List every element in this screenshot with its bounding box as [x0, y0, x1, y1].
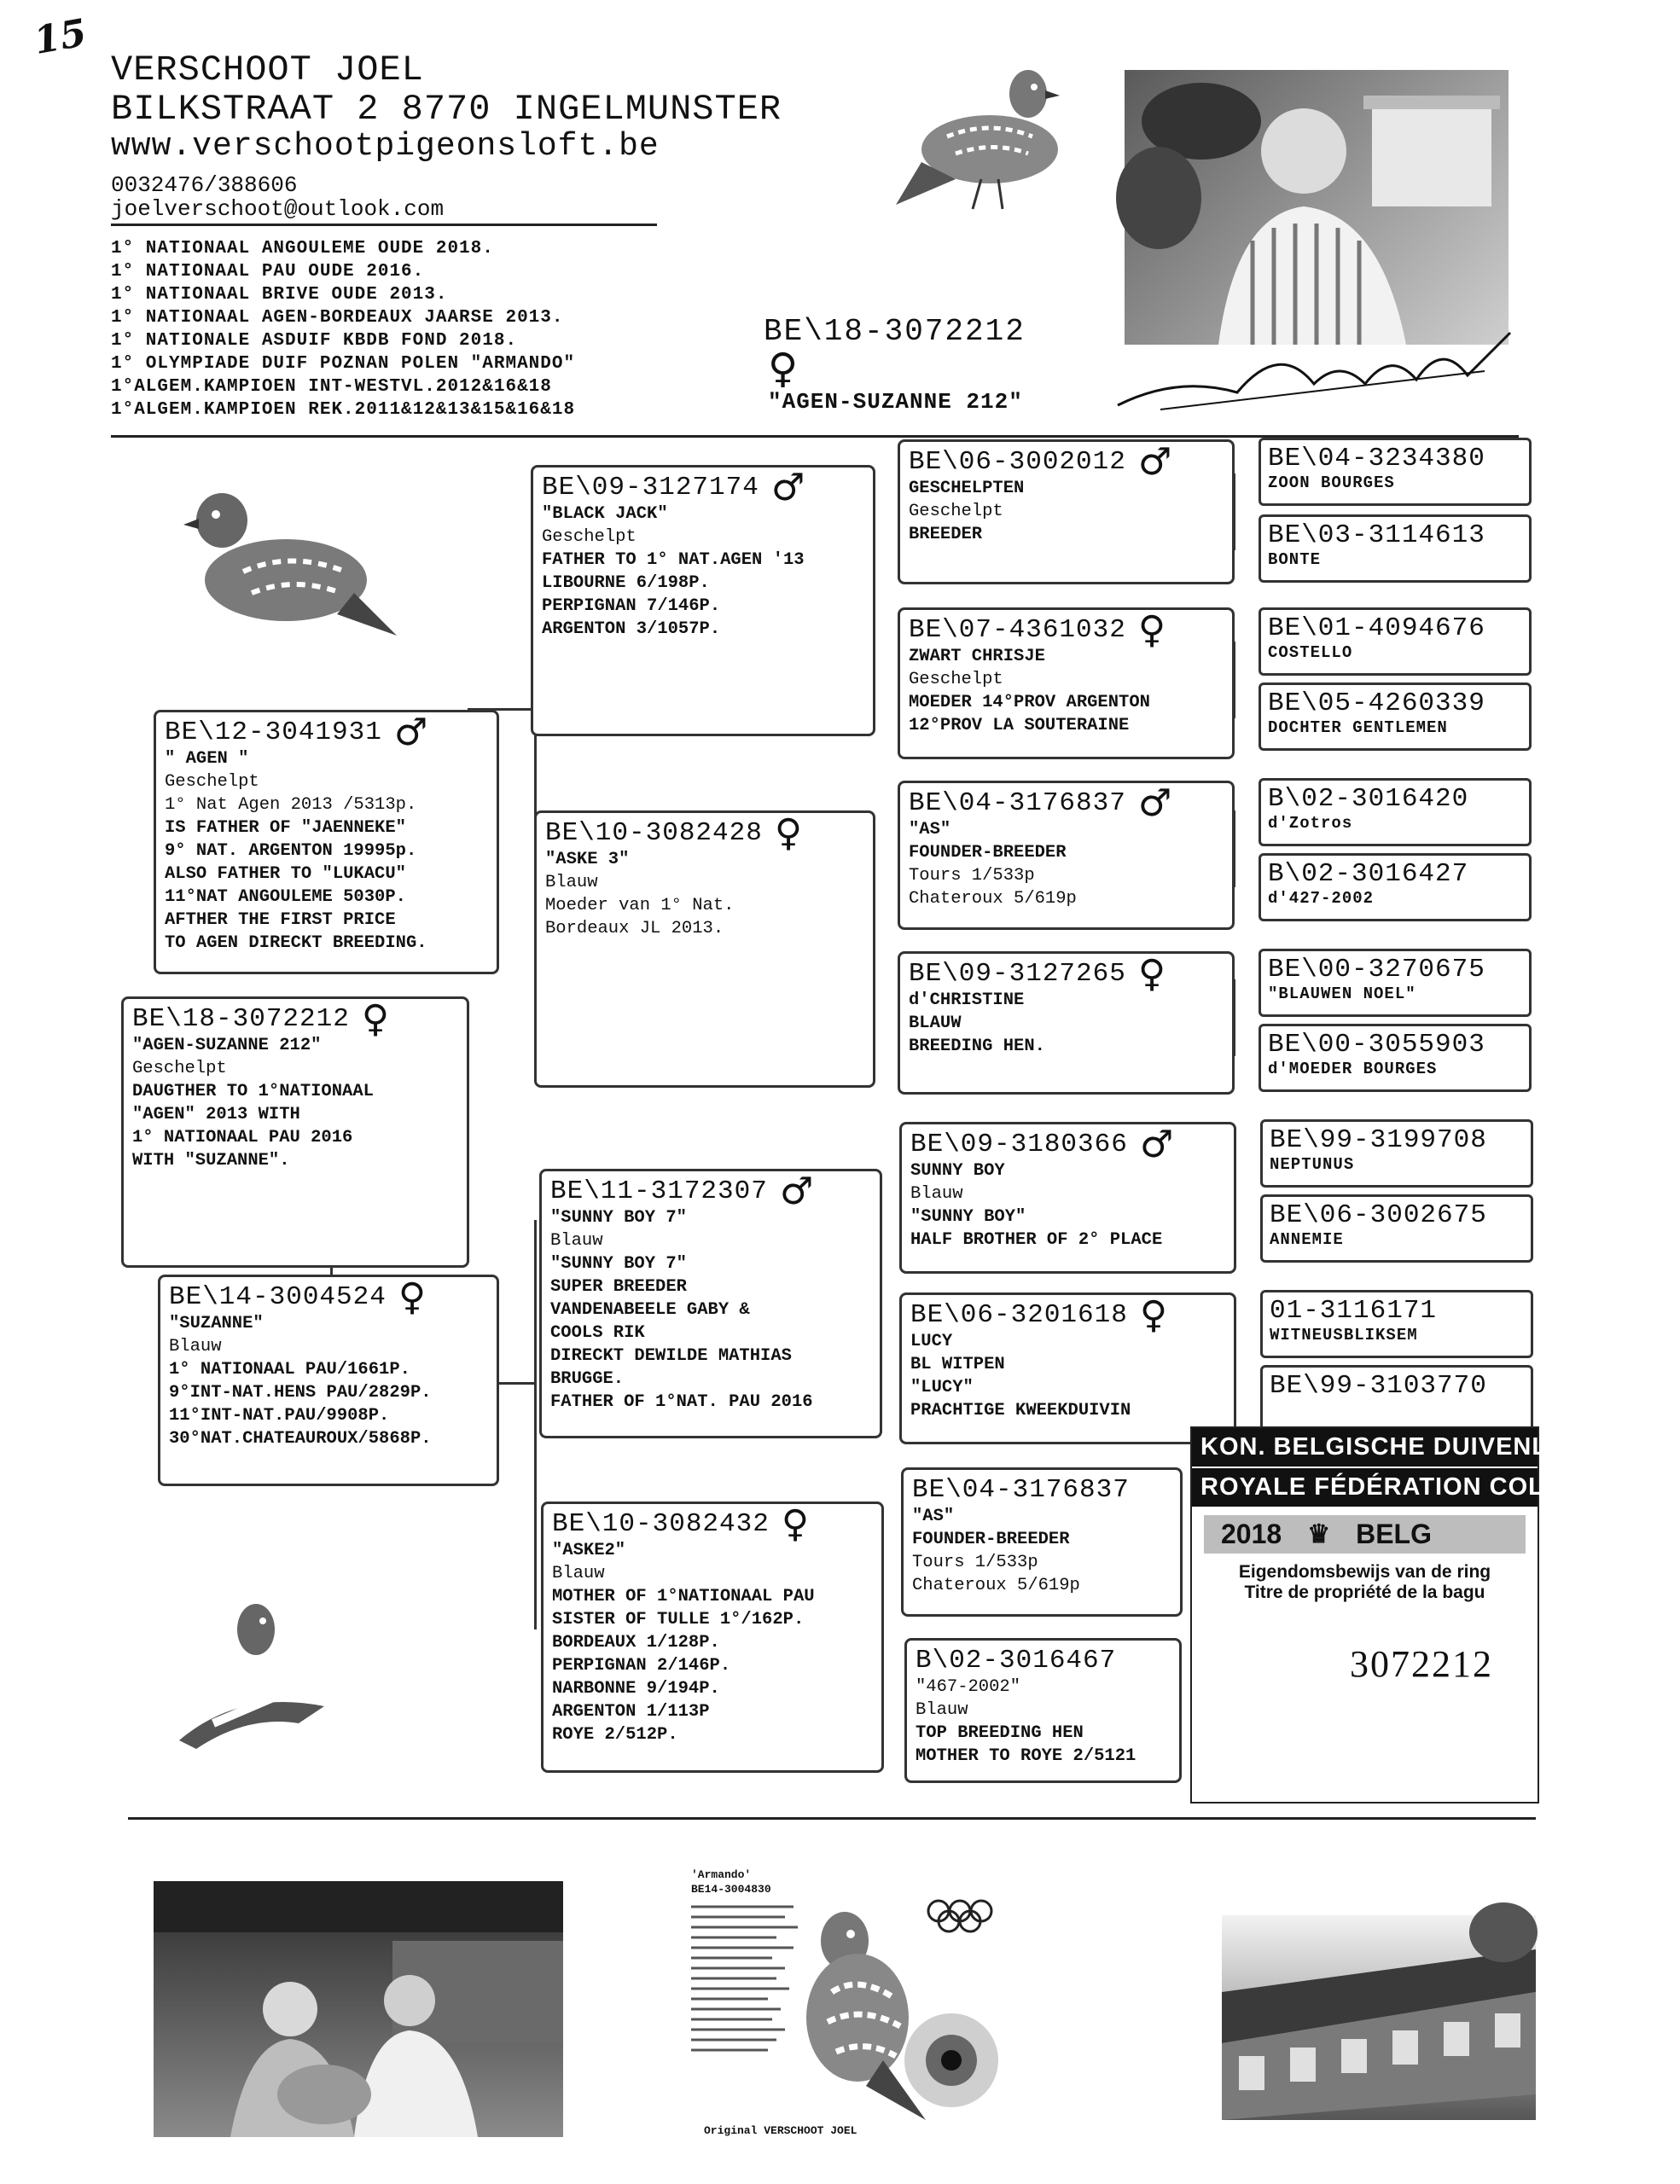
- achievement-item: 1° NATIONAAL AGEN-BORDEAUX JAARSE 2013.: [111, 308, 564, 328]
- armando-card: [687, 1864, 1011, 2146]
- ring-number: BE\12-3041931: [165, 717, 382, 747]
- ring-number: BE\07-4361032: [909, 615, 1126, 645]
- info-line: 30°NAT.CHATEAUROUX/5868P.: [169, 1429, 432, 1449]
- main-pigeon-name: "AGEN-SUZANNE 212": [768, 389, 1023, 415]
- info-line: "AS": [912, 1507, 955, 1526]
- card-title-nl: KON. BELGISCHE DUIVENLIEFHEBBE: [1192, 1428, 1538, 1467]
- info-line: "AGEN" 2013 WITH: [132, 1105, 300, 1124]
- pedigree-ddd-box: [904, 1638, 1182, 1783]
- pedigree-ss-box: [531, 465, 875, 736]
- ring-number: BE\09-3127174: [542, 473, 759, 502]
- info-line: ROYE 2/512P.: [552, 1725, 678, 1745]
- info-line: MOTHER TO ROYE 2/5121: [916, 1746, 1136, 1766]
- card-ring-number: 3072212: [1350, 1643, 1493, 1685]
- pigeon-name: WITNEUSBLIKSEM: [1270, 1326, 1418, 1345]
- pedigree-g4-box: [1259, 949, 1532, 1017]
- info-line: NARBONNE 9/194P.: [552, 1679, 720, 1699]
- info-line: DAUGTHER TO 1°NATIONAAL: [132, 1082, 374, 1101]
- pedigree-dds-box: [901, 1467, 1183, 1617]
- info-line: "SUNNY BOY 7": [550, 1208, 687, 1228]
- armando-title: 'Armando': [691, 1868, 752, 1881]
- pedigree-dd-box: [541, 1502, 884, 1773]
- ring-number: BE\04-3176837: [909, 788, 1126, 818]
- ring-number: B\02-3016467: [916, 1646, 1117, 1676]
- achievement-list: [111, 237, 575, 421]
- ring-number: BE\18-3072212: [132, 1004, 350, 1034]
- header-divider: [111, 224, 657, 226]
- info-line: TOP BREEDING HEN: [916, 1723, 1084, 1743]
- info-line: ARGENTON 1/113P: [552, 1702, 710, 1722]
- info-line: Tours 1/533p: [909, 866, 1035, 886]
- male-symbol-icon: ♂: [770, 465, 806, 509]
- ring-number: BE\11-3172307: [550, 1176, 768, 1206]
- ring-number: BE\09-3180366: [910, 1130, 1128, 1159]
- card-label-fr: Titre de propriété de la bagu: [1244, 1583, 1485, 1602]
- breeder-phone: 0032476/388606: [111, 172, 298, 198]
- pigeon-name: NEPTUNUS: [1270, 1155, 1355, 1174]
- info-line: "AGEN-SUZANNE 212": [132, 1036, 322, 1055]
- info-line: Geschelpt: [132, 1059, 227, 1078]
- female-symbol-icon: ♀: [1137, 607, 1167, 652]
- pigeon-name: COSTELLO: [1268, 643, 1353, 662]
- pedigree-subject-box: [121, 996, 469, 1268]
- pedigree-ssd-box: [898, 607, 1235, 759]
- ring-number: BE\10-3082432: [552, 1509, 770, 1539]
- info-line: "LUCY": [910, 1378, 974, 1397]
- ring-number: BE\06-3002012: [909, 447, 1126, 477]
- info-line: FATHER TO 1° NAT.AGEN '13: [542, 550, 805, 570]
- ring-number: 01-3116171: [1270, 1296, 1438, 1326]
- ring-number: BE\00-3270675: [1268, 955, 1485, 985]
- info-line: AFTHER THE FIRST PRICE: [165, 910, 396, 930]
- pedigree-sss-box: [898, 439, 1235, 584]
- info-line: MOEDER 14°PROV ARGENTON: [909, 693, 1150, 712]
- info-line: HALF BROTHER OF 2° PLACE: [910, 1230, 1163, 1250]
- ring-number: BE\03-3114613: [1268, 520, 1485, 550]
- info-line: PRACHTIGE KWEEKDUIVIN: [910, 1401, 1131, 1420]
- info-line: BORDEAUX 1/128P.: [552, 1633, 720, 1653]
- info-line: LIBOURNE 6/198P.: [542, 573, 710, 593]
- pedigree-g4-box: [1259, 682, 1532, 751]
- info-line: MOTHER OF 1°NATIONAAL PAU: [552, 1587, 815, 1606]
- info-line: "AS": [909, 820, 951, 839]
- info-line: Blauw: [910, 1184, 963, 1204]
- pigeon-name: d'Zotros: [1268, 814, 1353, 833]
- info-line: Geschelpt: [909, 670, 1003, 689]
- info-line: BLAUW: [909, 1014, 962, 1033]
- breeder-photo: [1125, 70, 1509, 345]
- corner-mark: 15: [31, 11, 90, 63]
- info-line: IS FATHER OF "JAENNEKE": [165, 818, 406, 838]
- info-line: BREEDING HEN.: [909, 1037, 1045, 1056]
- info-line: FOUNDER-BREEDER: [909, 843, 1067, 863]
- card-label-nl: Eigendomsbewijs van de ring: [1238, 1562, 1491, 1582]
- info-line: Blauw: [916, 1700, 968, 1720]
- info-line: "SUNNY BOY 7": [550, 1254, 687, 1274]
- pedigree-g4-box: [1260, 1119, 1533, 1188]
- pigeon-name: BONTE: [1268, 550, 1322, 569]
- ring-number: B\02-3016420: [1268, 784, 1469, 814]
- ring-number: BE\00-3055903: [1268, 1030, 1485, 1060]
- pedigree-g4-box: [1260, 1194, 1533, 1263]
- info-line: " AGEN ": [165, 749, 249, 769]
- info-line: d'CHRISTINE: [909, 990, 1025, 1010]
- male-symbol-icon: ♂: [1139, 1122, 1175, 1166]
- armando-footer: Original VERSCHOOT JOEL: [704, 2124, 857, 2137]
- ring-ownership-card: [1190, 1426, 1680, 1804]
- info-line: BRUGGE.: [550, 1369, 625, 1389]
- pedigree-g4-box: [1259, 778, 1532, 846]
- info-line: Blauw: [545, 873, 598, 892]
- info-line: FOUNDER-BREEDER: [912, 1530, 1070, 1549]
- achievement-item: 1° OLYMPIADE DUIF POZNAN POLEN "ARMANDO": [111, 354, 576, 374]
- male-symbol-icon: ♂: [393, 710, 429, 754]
- footer-divider: [128, 1817, 1536, 1820]
- info-line: VANDENABEELE GABY &: [550, 1300, 750, 1320]
- info-line: ARGENTON 3/1057P.: [542, 619, 721, 639]
- info-line: 1° NATIONAAL PAU 2016: [132, 1128, 353, 1147]
- signature-icon: [1109, 324, 1519, 418]
- info-line: 11°INT-NAT.PAU/9908P.: [169, 1406, 390, 1426]
- pedigree-g4-box: [1259, 853, 1532, 921]
- info-line: Chateroux 5/619p: [909, 889, 1077, 909]
- pigeon-illustration-icon: [887, 34, 1092, 222]
- info-line: DIRECKT DEWILDE MATHIAS: [550, 1346, 792, 1366]
- pigeon-name: "BLAUWEN NOEL": [1268, 985, 1416, 1003]
- info-line: SUNNY BOY: [910, 1161, 1005, 1181]
- info-line: Geschelpt: [542, 527, 637, 547]
- pigeon-illustration-icon: [162, 1578, 350, 1757]
- info-line: GESCHELPTEN: [909, 479, 1025, 498]
- info-line: Blauw: [169, 1337, 222, 1356]
- info-line: "SUZANNE": [169, 1314, 264, 1333]
- pigeon-name: d'MOEDER BOURGES: [1268, 1060, 1438, 1078]
- pigeon-name: ZOON BOURGES: [1268, 473, 1395, 492]
- info-line: SISTER OF TULLE 1°/162P.: [552, 1610, 805, 1629]
- female-symbol-icon: ♀: [361, 996, 391, 1041]
- info-line: Geschelpt: [909, 502, 1003, 521]
- pedigree-sire-box: [154, 710, 499, 974]
- info-line: Blauw: [552, 1564, 605, 1583]
- ring-number: B\02-3016427: [1268, 859, 1469, 889]
- info-line: Tours 1/533p: [912, 1553, 1038, 1572]
- info-line: BREEDER: [909, 525, 983, 544]
- info-line: 9°INT-NAT.HENS PAU/2829P.: [169, 1383, 432, 1403]
- loft-photo-breeders: [154, 1881, 563, 2137]
- breeder-website[interactable]: www.verschootpigeonsloft.be: [111, 128, 660, 165]
- pedigree-dam-box: [158, 1275, 499, 1486]
- pedigree-sd-box: [534, 810, 875, 1088]
- ring-number: BE\99-3199708: [1270, 1125, 1487, 1155]
- info-line: "ASKE 3": [545, 850, 630, 869]
- info-line: Chateroux 5/619p: [912, 1576, 1080, 1595]
- ring-number: BE\04-3176837: [912, 1475, 1130, 1505]
- crown-icon: ♛: [1307, 1520, 1331, 1548]
- loft-building-photo: [1222, 1915, 1536, 2120]
- info-line: 12°PROV LA SOUTERAINE: [909, 716, 1130, 735]
- card-country: BELG: [1356, 1519, 1432, 1549]
- info-line: ALSO FATHER TO "LUKACU": [165, 864, 406, 884]
- pedigree-sdd-box: [898, 951, 1235, 1095]
- main-ring-number: BE\18-3072212: [764, 314, 1026, 349]
- ring-number: BE\14-3004524: [169, 1282, 387, 1312]
- info-line: 11°NAT ANGOULEME 5030P.: [165, 887, 406, 907]
- pedigree-ds-box: [539, 1169, 882, 1438]
- ring-number: BE\09-3127265: [909, 959, 1126, 989]
- pigeon-name: d'427-2002: [1268, 889, 1375, 908]
- achievement-item: 1° NATIONALE ASDUIF KBDB FOND 2018.: [111, 331, 518, 351]
- info-line: Moeder van 1° Nat.: [545, 896, 735, 915]
- achievement-item: 1° NATIONAAL BRIVE OUDE 2013.: [111, 285, 448, 305]
- female-symbol-icon: ♀: [398, 1275, 427, 1319]
- info-line: 1° NATIONAAL PAU/1661P.: [169, 1360, 410, 1380]
- card-title-fr: ROYALE FÉDÉRATION COLOMBOPHI: [1192, 1467, 1538, 1507]
- female-symbol-icon: ♀: [1137, 951, 1167, 996]
- male-symbol-icon: ♂: [1137, 781, 1173, 825]
- female-symbol-icon: ♀: [774, 810, 804, 855]
- info-line: WITH "SUZANNE".: [132, 1151, 290, 1170]
- female-symbol-icon: ♀: [1139, 1292, 1169, 1337]
- info-line: ZWART CHRISJE: [909, 647, 1045, 666]
- ring-number: BE\01-4094676: [1268, 613, 1485, 643]
- info-line: 1° Nat Agen 2013 /5313p.: [165, 795, 417, 815]
- info-line: COOLS RIK: [550, 1323, 645, 1343]
- pigeon-illustration-icon: [149, 465, 405, 661]
- info-line: SUPER BREEDER: [550, 1277, 687, 1297]
- info-line: FATHER OF 1°NAT. PAU 2016: [550, 1392, 813, 1412]
- info-line: TO AGEN DIRECKT BREEDING.: [165, 933, 427, 953]
- pedigree-g4-box: [1260, 1365, 1533, 1433]
- pedigree-g4-box: [1259, 607, 1532, 676]
- card-year: 2018: [1221, 1519, 1282, 1549]
- ring-number: BE\99-3103770: [1270, 1371, 1487, 1401]
- female-symbol-icon: ♀: [768, 345, 799, 392]
- achievement-item: 1° NATIONAAL ANGOULEME OUDE 2018.: [111, 239, 494, 258]
- armando-ring: BE14-3004830: [691, 1883, 771, 1896]
- info-line: Bordeaux JL 2013.: [545, 919, 724, 938]
- info-line: PERPIGNAN 7/146P.: [542, 596, 721, 616]
- ring-number: BE\10-3082428: [545, 818, 763, 848]
- ring-number: BE\06-3201618: [910, 1300, 1128, 1330]
- achievement-item: 1°ALGEM.KAMPIOEN INT-WESTVL.2012&16&18: [111, 377, 552, 397]
- breeder-address: BILKSTRAAT 2 8770 INGELMUNSTER: [111, 89, 782, 130]
- achievement-item: 1°ALGEM.KAMPIOEN REK.2011&12&13&15&16&18: [111, 400, 576, 420]
- info-line: PERPIGNAN 2/146P.: [552, 1656, 731, 1676]
- ring-number: BE\04-3234380: [1268, 444, 1485, 473]
- female-symbol-icon: ♀: [781, 1502, 811, 1546]
- info-line: "BLACK JACK": [542, 504, 668, 524]
- achievement-item: 1° NATIONAAL PAU OUDE 2016.: [111, 262, 425, 282]
- pedigree-g4-box: [1259, 1024, 1532, 1092]
- info-line: 9° NAT. ARGENTON 19995p.: [165, 841, 417, 861]
- info-line: LUCY: [910, 1332, 953, 1351]
- breeder-name: VERSCHOOT JOEL: [111, 49, 424, 90]
- pigeon-name: DOCHTER GENTLEMEN: [1268, 718, 1448, 737]
- ring-number: BE\06-3002675: [1270, 1200, 1487, 1230]
- pedigree-sds-box: [898, 781, 1235, 930]
- info-line: "SUNNY BOY": [910, 1207, 1026, 1227]
- pigeon-name: ANNEMIE: [1270, 1230, 1344, 1249]
- pedigree-g4-box: [1259, 514, 1532, 583]
- info-line: "ASKE2": [552, 1541, 626, 1560]
- pedigree-g4-box: [1259, 438, 1532, 506]
- info-line: BL WITPEN: [910, 1355, 1005, 1374]
- info-line: Blauw: [550, 1231, 603, 1251]
- breeder-email[interactable]: joelverschoot@outlook.com: [111, 196, 445, 222]
- ring-number: BE\05-4260339: [1268, 688, 1485, 718]
- info-line: "467-2002": [916, 1677, 1021, 1697]
- pedigree-dss-box: [899, 1122, 1236, 1274]
- male-symbol-icon: ♂: [779, 1169, 815, 1213]
- male-symbol-icon: ♂: [1137, 439, 1173, 484]
- pedigree-g4-box: [1260, 1290, 1533, 1358]
- info-line: Geschelpt: [165, 772, 259, 792]
- pedigree-dsd-box: [899, 1292, 1236, 1444]
